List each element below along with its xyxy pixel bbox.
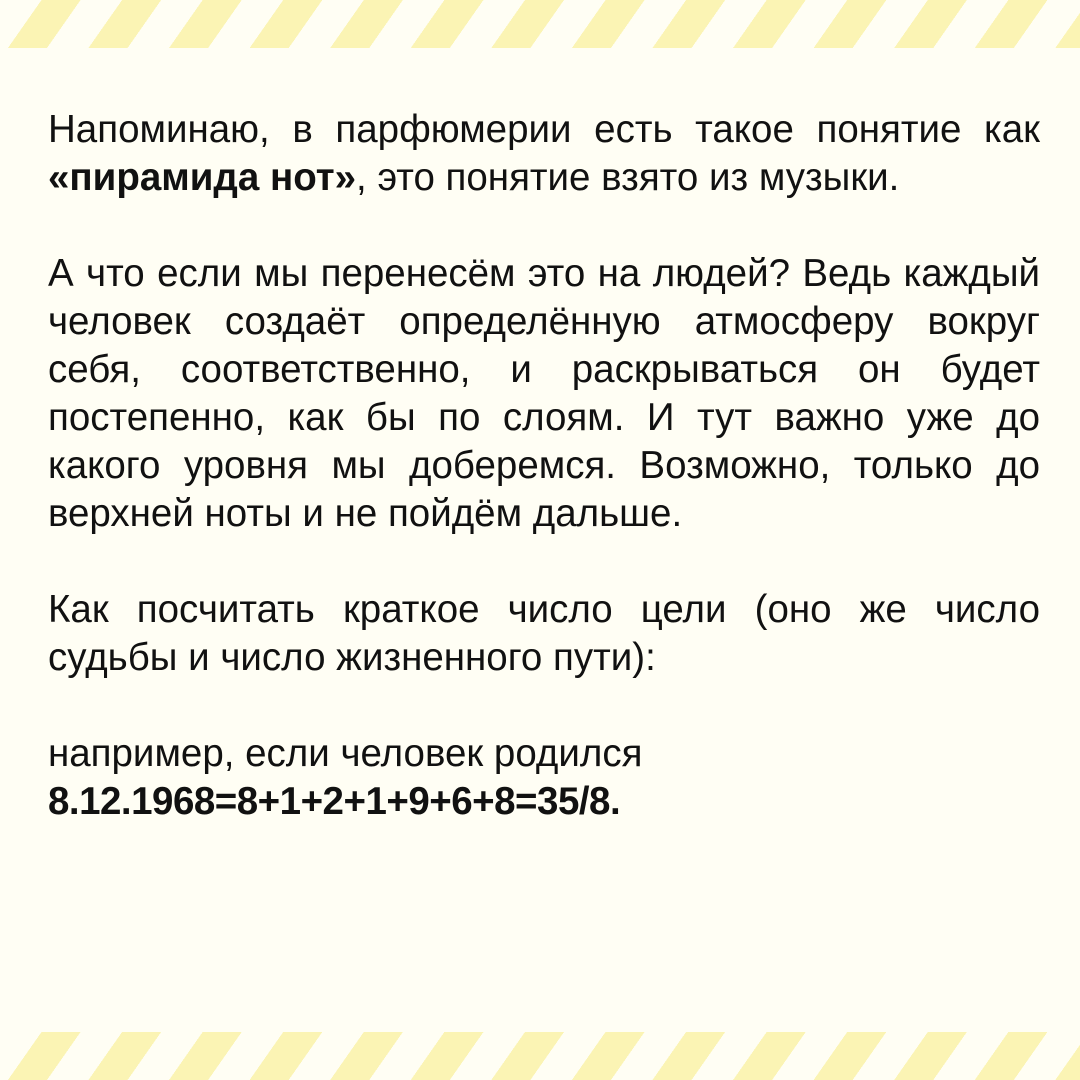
pyramid-notes-term: «пирамида нот» xyxy=(48,156,357,199)
example-formula: 8.12.1968=8+1+2+1+9+6+8=35/8. xyxy=(48,780,621,823)
paragraph-calculation-intro: Как посчитать краткое число цели (оно же число судьбы и число жизненного пути): xyxy=(48,588,1040,679)
paragraph-example xyxy=(48,730,1040,826)
paragraph-pyramid-notes xyxy=(48,106,1040,202)
paragraph-1-text-a: Напоминаю, в парфюмерии есть такое понятие как xyxy=(48,108,1040,151)
top-stripe-decoration xyxy=(0,0,1080,48)
article-body xyxy=(48,106,1040,826)
bottom-stripe-decoration xyxy=(0,1032,1080,1080)
paragraph-1-text-b: , это понятие взято из музыки. xyxy=(356,156,900,199)
example-text: например, если человек родился xyxy=(48,732,643,775)
paragraph-people-layers: А что если мы перенесём это на людей? Ведь каждый человек создаёт определённую атмосферу вокруг себя, соответственно, и раскрываться он будет постепенно, как бы по слоям. И тут важно уже до какого уровня мы доберемся. Возможно, только до верхней ноты и не пойдём дальше. xyxy=(48,252,1040,535)
